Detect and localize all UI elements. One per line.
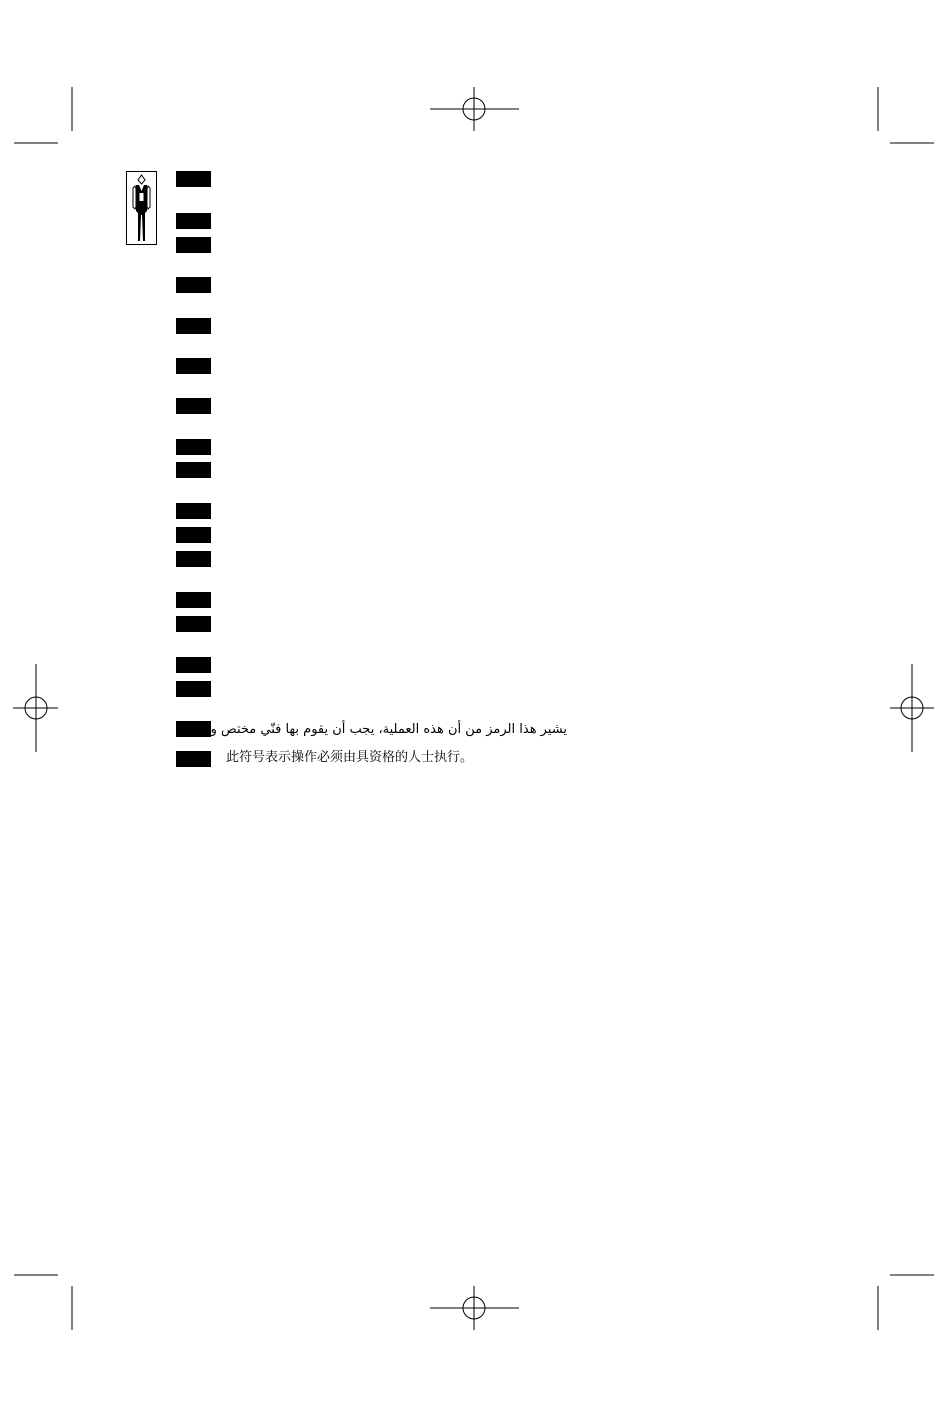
language-tab bbox=[176, 237, 211, 253]
language-tab bbox=[176, 398, 211, 414]
registration-target-bottom bbox=[430, 1286, 519, 1330]
language-tab bbox=[176, 503, 211, 519]
language-tab bbox=[176, 439, 211, 455]
language-tab bbox=[176, 592, 211, 608]
technician-person-icon bbox=[126, 171, 157, 245]
registration-target-top bbox=[430, 87, 519, 131]
chinese-warning-text: 此符号表示操作必须由具资格的人士执行。 bbox=[226, 750, 474, 765]
registration-target-left bbox=[13, 664, 58, 752]
language-tab bbox=[176, 462, 211, 478]
language-tab bbox=[176, 171, 211, 187]
registration-target-right bbox=[890, 664, 934, 752]
language-tab bbox=[176, 358, 211, 374]
language-tab bbox=[176, 318, 211, 334]
language-tab bbox=[176, 277, 211, 293]
language-tab bbox=[176, 551, 211, 567]
language-tab-chinese bbox=[176, 751, 211, 767]
language-tab bbox=[176, 681, 211, 697]
language-tab bbox=[176, 616, 211, 632]
arabic-warning-text: يشير هذا الرمز من أن هذه العملية، يجب أن يقوم بها فنّي مختص ومؤهل. bbox=[176, 722, 567, 737]
language-tab bbox=[176, 527, 211, 543]
language-tab bbox=[176, 657, 211, 673]
language-tab bbox=[176, 213, 211, 229]
